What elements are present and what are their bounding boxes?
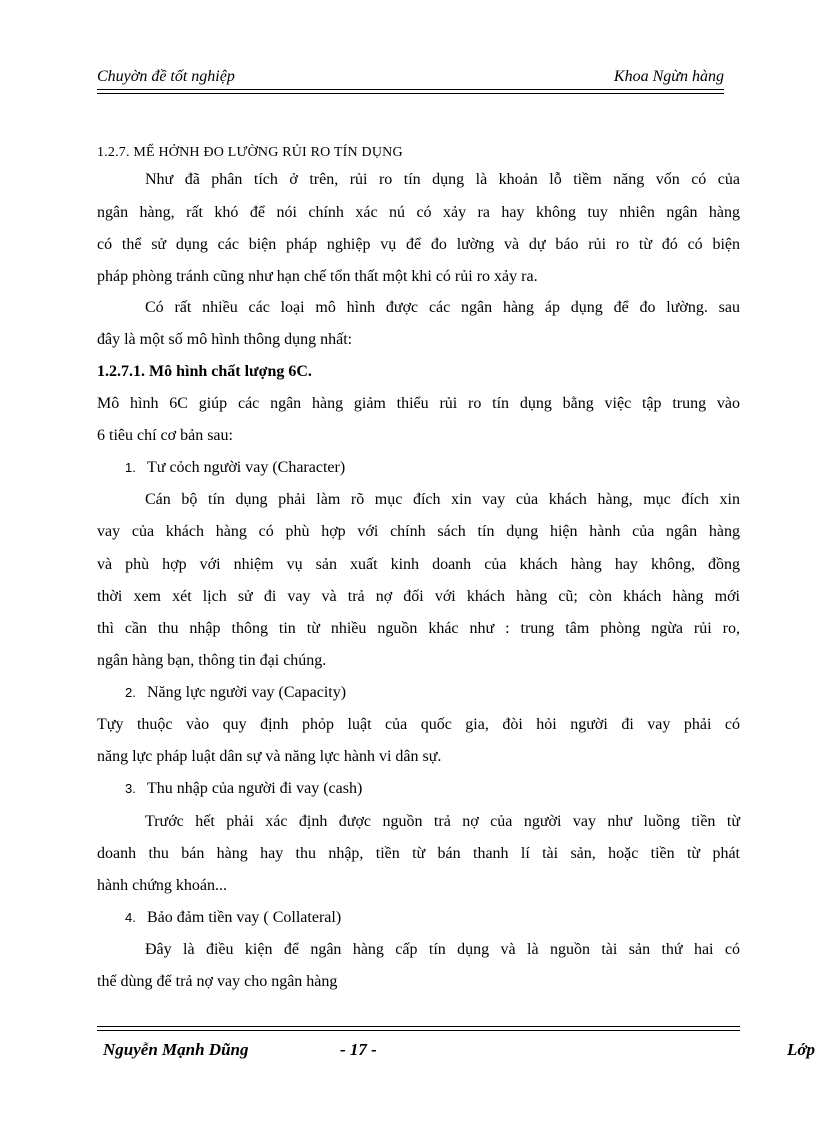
subsection-heading: 1.2.7.1. Mô hình chất lượng 6C. xyxy=(97,363,312,380)
footer-rule-top xyxy=(97,1026,740,1027)
intro-line-2: 6 tiêu chí cơ bản sau: xyxy=(97,427,233,444)
list-item-number: 2. xyxy=(125,685,136,700)
para1-line-4: pháp phòng tránh cũng như hạn chế tổn thất một khi có rủi ro xảy ra. xyxy=(97,268,538,285)
intro-line-1: Mô hình 6C giúp các ngân hàng giảm thiểu rủi ro tín dụng bằng việc tập trung vào xyxy=(97,395,740,412)
item3-body-line-3: hành chứng khoán... xyxy=(97,877,227,894)
page-header xyxy=(97,68,724,90)
item3-body-line-2: doanh thu bán hàng hay thu nhập, tiền từ bán thanh lí tài sản, hoặc tiền từ phát xyxy=(97,845,740,862)
list-item-2-title xyxy=(125,683,346,703)
list-item-number: 3. xyxy=(125,781,136,796)
header-rule-top xyxy=(97,89,724,90)
item1-body-line-3: và phù hợp với nhiệm vụ sản xuất kinh doanh của khách hàng hay không, đồng xyxy=(97,556,740,573)
item1-body-line-4: thời xem xét lịch sử đi vay và trả nợ đối với khách hàng cũ; còn khách hàng mới xyxy=(97,588,740,605)
item3-body-line-1: Trước hết phải xác định được nguồn trả nợ của người vay như luồng tiền từ xyxy=(145,813,740,830)
item1-body-line-6: ngân hàng bạn, thông tin đại chúng. xyxy=(97,652,327,669)
footer-class-label: Lớp xyxy=(787,1040,816,1059)
item2-body-line-1: Tựy thuộc vào quy định phỏp luật của quốc gia, đòi hỏi người đi vay phải có xyxy=(97,716,740,733)
item4-body-line-1: Đây là điều kiện để ngân hàng cấp tín dụng và là nguồn tài sản thứ hai có xyxy=(145,941,740,958)
section-heading: 1.2.7. MỂ HỞNH ĐO LƯỜNG RỦI RO TÍN DỤNG xyxy=(97,145,403,160)
header-rule-bottom xyxy=(97,93,724,94)
list-item-label: Thu nhập của người đi vay (cash) xyxy=(147,780,363,797)
header-faculty: Khoa Ngừn hàng xyxy=(613,68,724,85)
item1-body-line-2: vay của khách hàng có phù hợp với chính sách tín dụng hiện hành của ngân hàng xyxy=(97,523,740,540)
list-item-number: 4. xyxy=(125,910,136,925)
list-item-number: 1. xyxy=(125,460,136,475)
para1-line-2: ngân hàng, rất khó để nói chính xác nú có xảy ra hay không tuy nhiên ngân hàng xyxy=(97,204,740,221)
list-item-4-title xyxy=(125,908,341,928)
para1-line-1: Như đã phân tích ở trên, rủi ro tín dụng là khoản lỗ tiềm năng vốn có của xyxy=(145,171,740,188)
item1-body-line-1: Cán bộ tín dụng phải làm rõ mục đích xin vay của khách hàng, mục đích xin xyxy=(145,491,740,508)
list-item-1-title xyxy=(125,458,345,478)
list-item-label: Năng lực người vay (Capacity) xyxy=(147,684,347,701)
header-thesis-title: Chuyờn đề tốt nghiệp xyxy=(97,68,235,85)
item2-body-line-2: năng lực pháp luật dân sự và năng lực hành vi dân sự. xyxy=(97,748,442,765)
item4-body-line-2: thể dùng để trả nợ vay cho ngân hàng xyxy=(97,973,338,990)
footer-author: Nguyễn Mạnh Dũng xyxy=(103,1040,249,1059)
para1-line-3: có thể sử dụng các biện pháp nghiệp vụ để đo lường và dự báo rủi ro từ đó có biện xyxy=(97,236,740,253)
item1-body-line-5: thì cần thu nhập thông tin từ nhiều nguồn khác như : trung tâm phòng ngừa rủi ro, xyxy=(97,620,740,637)
list-item-label: Bảo đảm tiền vay ( Collateral) xyxy=(147,909,342,926)
list-item-3-title xyxy=(125,779,362,799)
page-footer xyxy=(103,1040,816,1064)
para2-line-2: đây là một số mô hình thông dụng nhất: xyxy=(97,331,353,348)
footer-rule-bottom xyxy=(97,1030,740,1031)
footer-page-number: - 17 - xyxy=(340,1040,377,1059)
list-item-label: Tư cỏch người vay (Character) xyxy=(147,459,346,476)
para2-line-1: Có rất nhiều các loại mô hình được các ngân hàng áp dụng để đo lường. sau xyxy=(145,299,740,316)
